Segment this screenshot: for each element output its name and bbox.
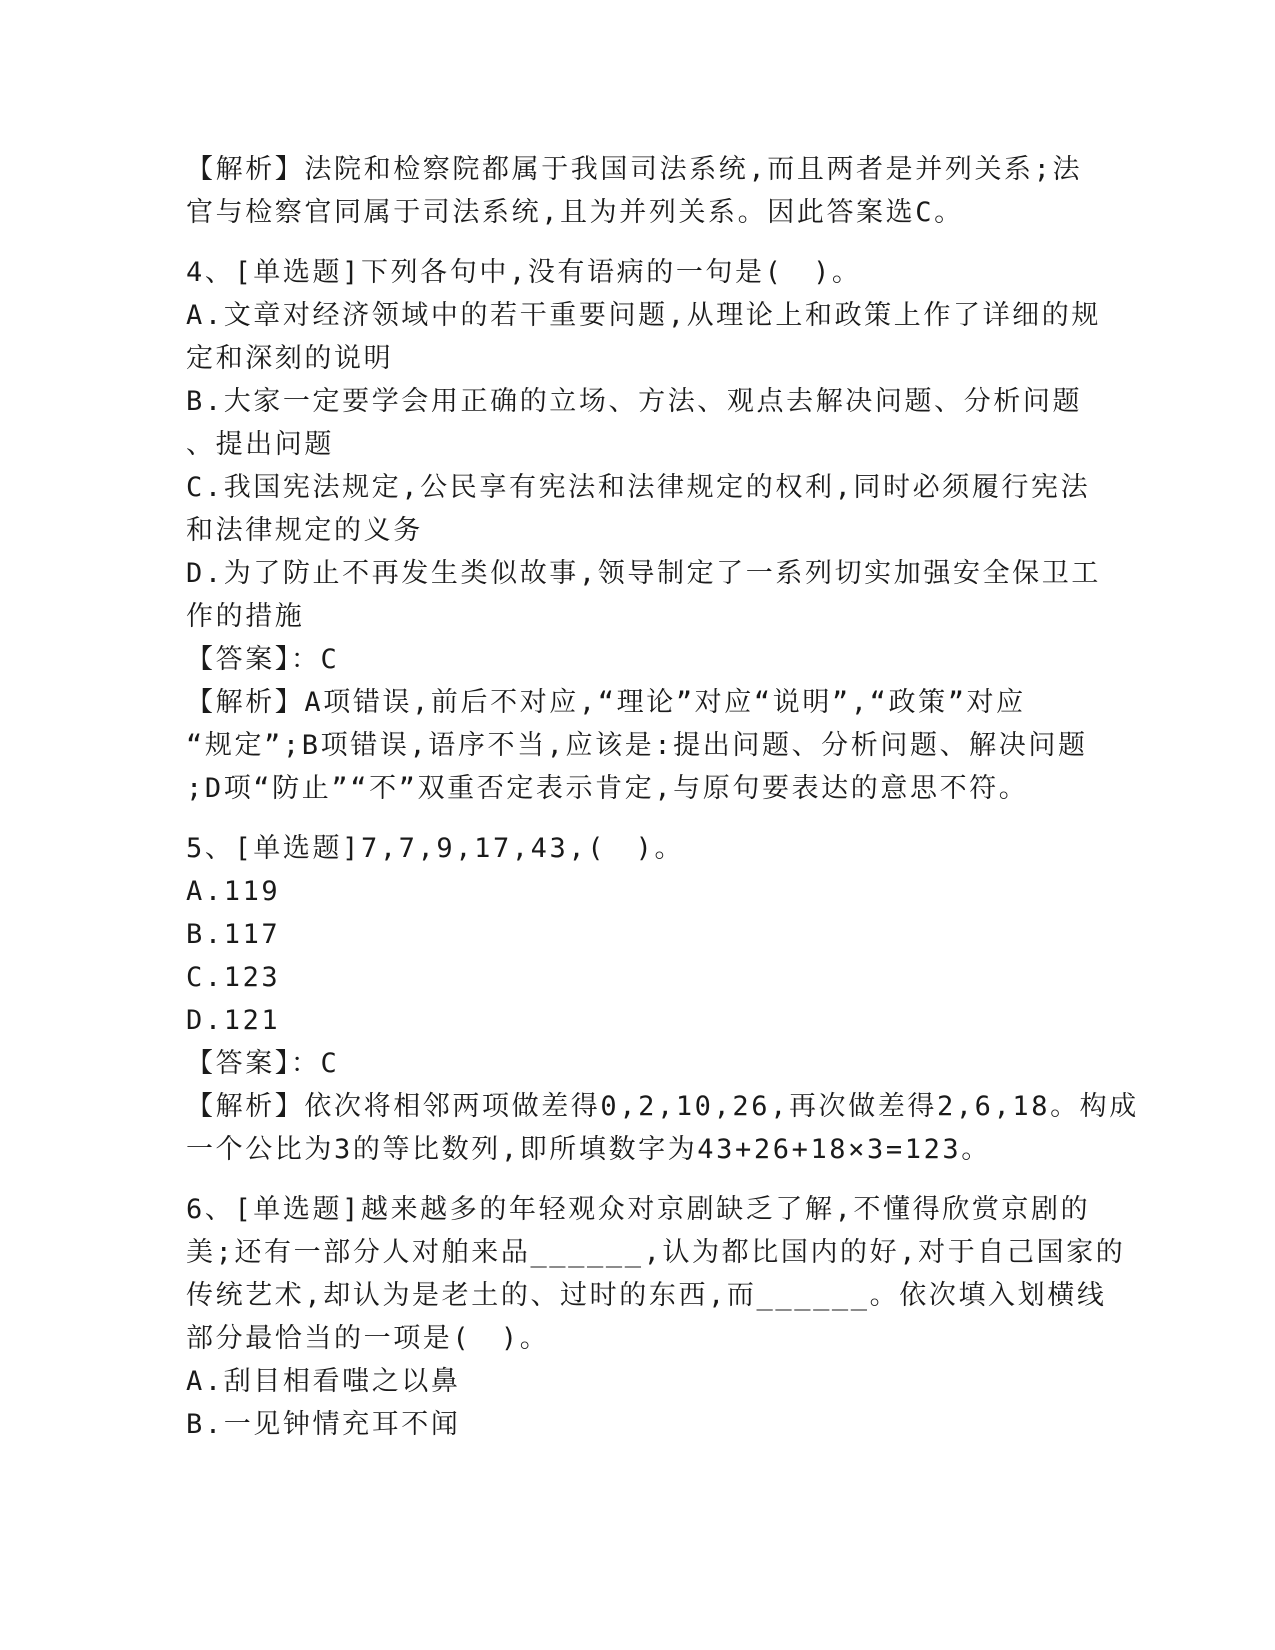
spacer: [186, 1171, 1086, 1188]
question-5-answer: 【答案】：C: [186, 1048, 340, 1079]
question-6-option-a: A.刮目相看嗤之以鼻: [186, 1366, 461, 1397]
question-4-option-b-line1: B.大家一定要学会用正确的立场、方法、观点去解决问题、分析问题: [186, 386, 1083, 417]
spacer: [186, 810, 1086, 827]
question-4-option-c-line2: 和法律规定的义务: [186, 515, 423, 546]
question-4-stem: 4、[单选题]下列各句中,没有语病的一句是( )。: [186, 257, 862, 288]
question-4-analysis-line2: “规定”;B项错误,语序不当,应该是:提出问题、分析问题、解决问题: [186, 730, 1088, 761]
question-5-analysis-line2: 一个公比为3的等比数列,即所填数字为43+26+18×3=123。: [186, 1134, 991, 1165]
question-5-stem: 5、[单选题]7,7,9,17,43,( )。: [186, 833, 685, 864]
question-4-option-a-line1: A.文章对经济领域中的若干重要问题,从理论上和政策上作了详细的规: [186, 300, 1101, 331]
question-6-stem-line2: 美;还有一部分人对舶来品______,认为都比国内的好,对于自己国家的: [186, 1237, 1126, 1268]
question-4-option-d-line2: 作的措施: [186, 601, 305, 632]
question-6-stem-line1: 6、[单选题]越来越多的年轻观众对京剧缺乏了解,不懂得欣赏京剧的: [186, 1194, 1091, 1225]
analysis-q3-line2: 官与检察官同属于司法系统,且为并列关系。因此答案选C。: [186, 197, 964, 228]
question-5-option-d: D.121: [186, 1005, 281, 1036]
question-5-option-b: B.117: [186, 919, 281, 950]
spacer: [186, 234, 1086, 251]
question-4-option-a-line2: 定和深刻的说明: [186, 343, 394, 374]
question-4-analysis-line3: ;D项“防止”“不”双重否定表示肯定,与原句要表达的意思不符。: [186, 773, 1029, 804]
question-4-option-b-line2: 、提出问题: [186, 429, 334, 460]
question-4-option-d-line1: D.为了防止不再发生类似故事,领导制定了一系列切实加强安全保卫工: [186, 558, 1101, 589]
document-page: [186, 148, 1139, 1446]
question-6-stem-line4: 部分最恰当的一项是( )。: [186, 1323, 550, 1354]
question-5-option-c: C.123: [186, 962, 281, 993]
question-6-stem-line3: 传统艺术,却认为是老土的、过时的东西,而______。依次填入划横线: [186, 1280, 1107, 1311]
question-4-analysis-line1: 【解析】A项错误,前后不对应,“理论”对应“说明”,“政策”对应: [186, 687, 1026, 718]
analysis-q3-line1: 【解析】法院和检察院都属于我国司法系统,而且两者是并列关系;法: [186, 154, 1083, 185]
question-5-analysis-line1: 【解析】依次将相邻两项做差得0,2,10,26,再次做差得2,6,18。构成: [186, 1091, 1139, 1122]
question-4-answer: 【答案】：C: [186, 644, 340, 675]
question-4-option-c-line1: C.我国宪法规定,公民享有宪法和法律规定的权利,同时必须履行宪法: [186, 472, 1091, 503]
question-5-option-a: A.119: [186, 876, 281, 907]
question-6-option-b: B.一见钟情充耳不闻: [186, 1409, 461, 1440]
